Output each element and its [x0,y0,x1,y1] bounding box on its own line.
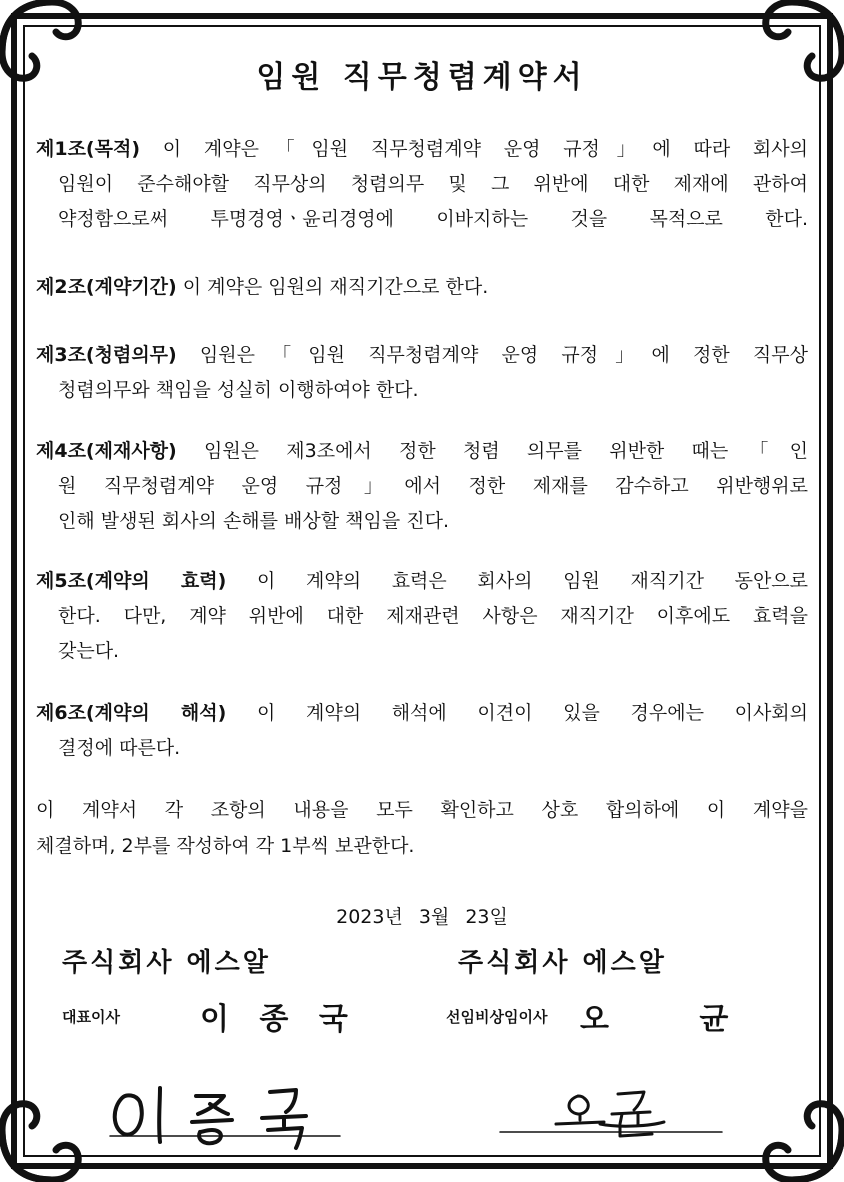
closing-statement [36,792,808,864]
article-6 [36,696,808,766]
article-text: 갖는다. [58,640,120,662]
signatory-name-left: 이 종 국 [200,1002,358,1037]
signatory-role-left: 대표이사 [62,1008,120,1026]
article-text: 인해 발생된 회사의 손해를 배상할 책임을 진다. [58,510,450,532]
signatory-company-right: 주식회사 에스알 [458,948,667,978]
document-title: 임원 직무청렴계약서 [256,60,588,95]
article-text: 원 직무청렴계약 운영 규정」에서 정한 제재를 감수하고 위반행위로 [58,475,808,497]
article-heading: 제1조(목적) [36,138,141,160]
article-text: 한다. 다만, 계약 위반에 대한 제재관련 사항은 재직기간 이후에도 효력을 [58,605,808,627]
article-heading: 제4조(제재사항) [36,440,177,462]
article-heading: 제3조(청렴의무) [36,344,177,366]
article-heading: 제6조(계약의 해석) [36,702,227,724]
article-text: 이 계약은「임원 직무청렴계약 운영 규정」에 따라 회사의 [140,138,808,160]
article-text: 결정에 따른다. [58,737,181,759]
article-4 [36,434,808,539]
closing-text: 체결하며, 2부를 작성하여 각 1부씩 보관한다. [36,835,415,857]
article-text: 이 계약의 해석에 이견이 있을 경우에는 이사회의 [226,702,809,724]
article-1 [36,132,808,237]
article-5 [36,564,808,669]
article-text: 약정함으로써 투명경영ㆍ윤리경영에 이바지하는 것을 목적으로 한다. [58,208,808,230]
article-text: 청렴의무와 책임을 성실히 이행하여야 한다. [58,379,419,401]
article-heading: 제2조(계약기간) [36,276,177,298]
article-3 [36,338,808,408]
contract-date: 2023년 3월 23일 [336,906,508,928]
closing-text: 이 계약서 각 조항의 내용을 모두 확인하고 상호 합의하에 이 계약을 [36,799,808,821]
article-2 [36,270,808,305]
article-text: 임원이 준수해야할 직무상의 청렴의무 및 그 위반에 대한 제재에 관하여 [58,173,808,195]
article-heading: 제5조(계약의 효력) [36,570,227,592]
article-text: 이 계약은 임원의 재직기간으로 한다. [176,276,489,298]
signatory-role-right: 선임비상임이사 [446,1008,548,1026]
signatory-name-right: 오 균 [580,1002,769,1037]
article-text: 임원은「임원 직무청렴계약 운영 규정」에 정한 직무상 [176,344,808,366]
signatory-company-left: 주식회사 에스알 [62,948,271,978]
article-text: 이 계약의 효력은 회사의 임원 재직기간 동안으로 [226,570,809,592]
article-text: 임원은 제3조에서 정한 청렴 의무를 위반한 때는「인 [176,440,808,462]
